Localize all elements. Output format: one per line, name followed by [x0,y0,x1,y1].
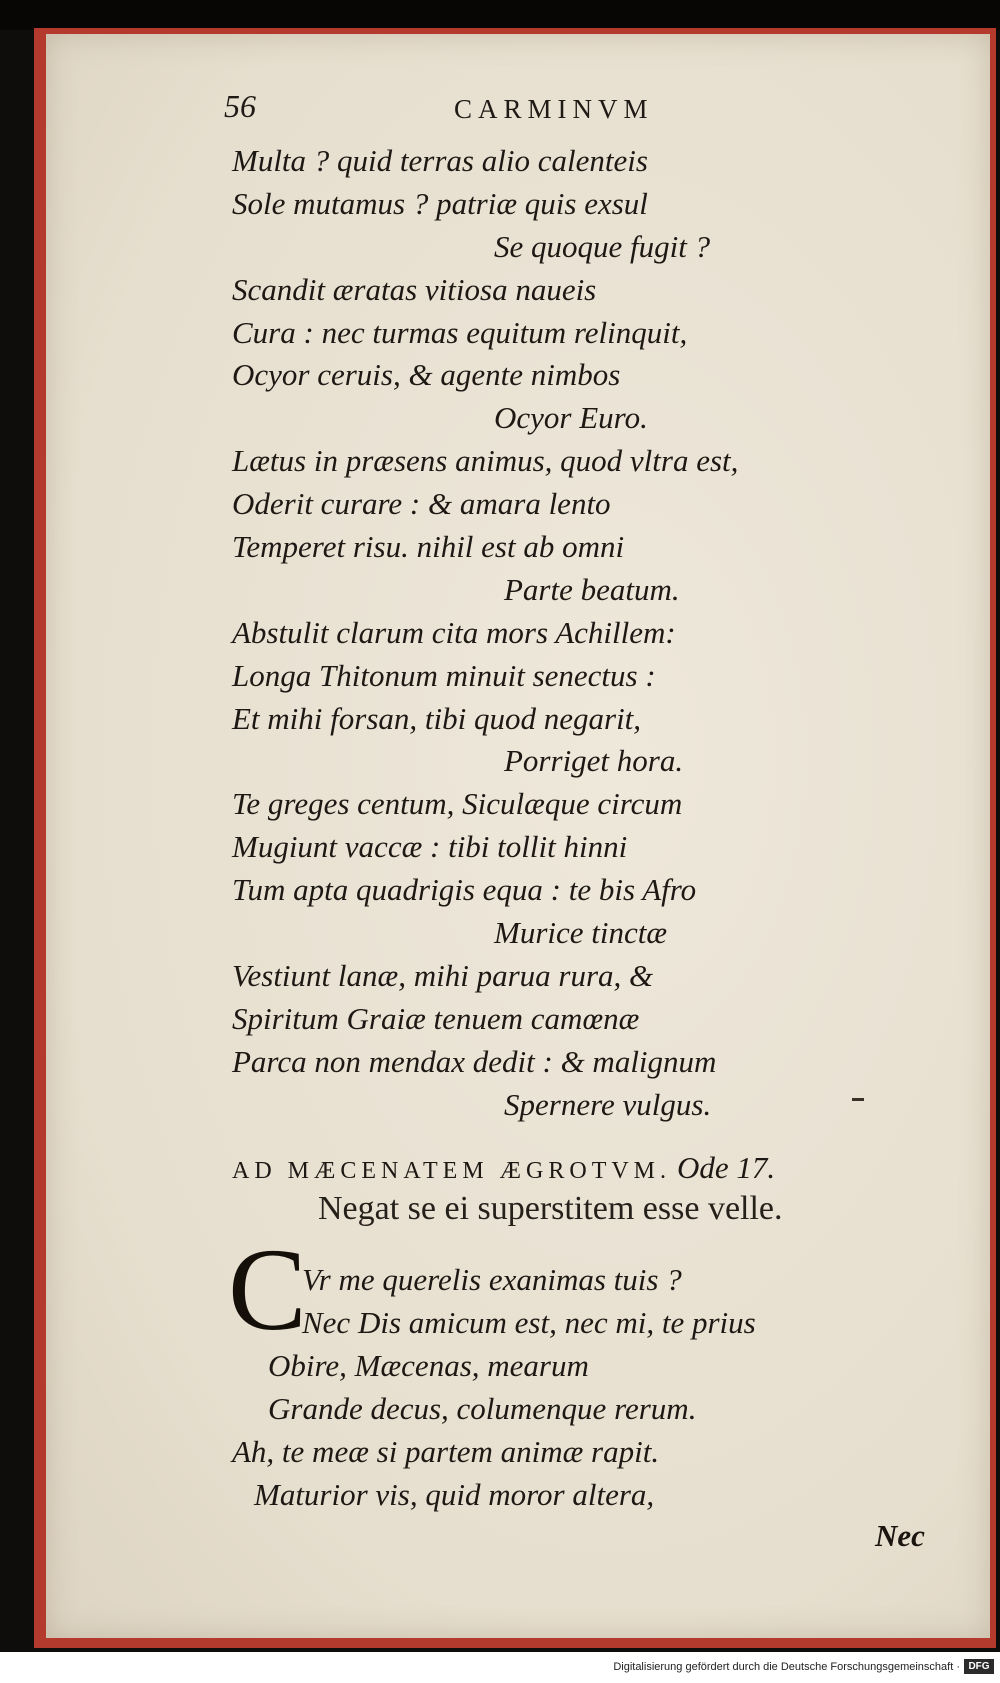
verse-line: Scandit æratas vitiosa naueis [232,271,597,307]
verse-line: Ocyor ceruis, & agente nimbos [232,357,621,393]
drop-cap: C [228,1224,307,1355]
catchword: Nec [875,1518,925,1553]
ode-argument: Negat se ei superstitem esse velle. [318,1190,783,1227]
footer-credit: Digitalisierung gefördert durch die Deutsche Forschungsgemeinschaft · [613,1661,960,1673]
ode-line: Ah, te meæ si partem animæ rapit. [232,1434,660,1469]
verse-line: Temperet risu. nihil est ab omni [232,529,625,565]
running-head: CARMINVM [454,94,654,124]
ode-line: Grande decus, columenque rerum. [268,1391,697,1426]
verse-line: Vestiunt lanæ, mihi parua rura, & [232,957,654,993]
digitization-footer [0,1652,1000,1683]
verse-line: Multa ? quid terras alio calenteis [232,143,648,178]
ode-line: Nec Dis amicum est, nec mi, te prius [302,1305,756,1340]
verse-line: Lætus in præsens animus, quod vltra est, [232,443,739,479]
verse-line: Parte beatum. [504,571,680,607]
page-header [224,88,944,138]
margin-mark [852,1098,864,1101]
verse-line: Te greges centum, Siculæque circum [232,786,683,822]
verse-line: Longa Thitonum minuit senectus : [232,657,656,693]
verse-line: Cura : nec turmas equitum relinquit, [232,314,688,350]
verse-line: Oderit curare : & amara lento [232,486,611,522]
verse-line: Abstulit clarum cita mors Achillem: [232,614,676,650]
verse-line: Murice tinctæ [494,915,668,951]
verse-line: Spiritum Graiæ tenuem camœnæ [232,1000,640,1036]
verse-line: Ocyor Euro. [494,400,648,436]
dfg-logo-icon: DFG [964,1659,994,1674]
ode-text-block [232,1258,932,1516]
ode-number: Ode 17. [677,1150,776,1185]
verse-line: Parca non mendax dedit : & malignum [232,1043,717,1079]
verse-line: Spernere vulgus. [504,1086,712,1122]
ode-heading [232,1150,952,1190]
verse-line: Porriget hora. [504,743,684,779]
scan-background-top [0,0,1000,30]
verse-line: Mugiunt vaccæ : tibi tollit hinni [232,829,628,865]
page-number: 56 [224,88,256,124]
ode-line: Vr me querelis exanimas tuis ? [302,1262,682,1297]
verse-block [232,140,932,1126]
verse-line: Tum apta quadrigis equa : te bis Afro [232,872,697,908]
verse-line: Se quoque fugit ? [494,228,711,264]
ode-title: AD MÆCENATEM ÆGROTVM. [232,1158,672,1184]
verse-line: Et mihi forsan, tibi quod negarit, [232,700,642,736]
ode-line: Maturior vis, quid moror altera, [254,1477,655,1512]
verse-line: Sole mutamus ? patriæ quis exsul [232,185,648,221]
ode-line: Obire, Mæcenas, mearum [268,1348,589,1383]
